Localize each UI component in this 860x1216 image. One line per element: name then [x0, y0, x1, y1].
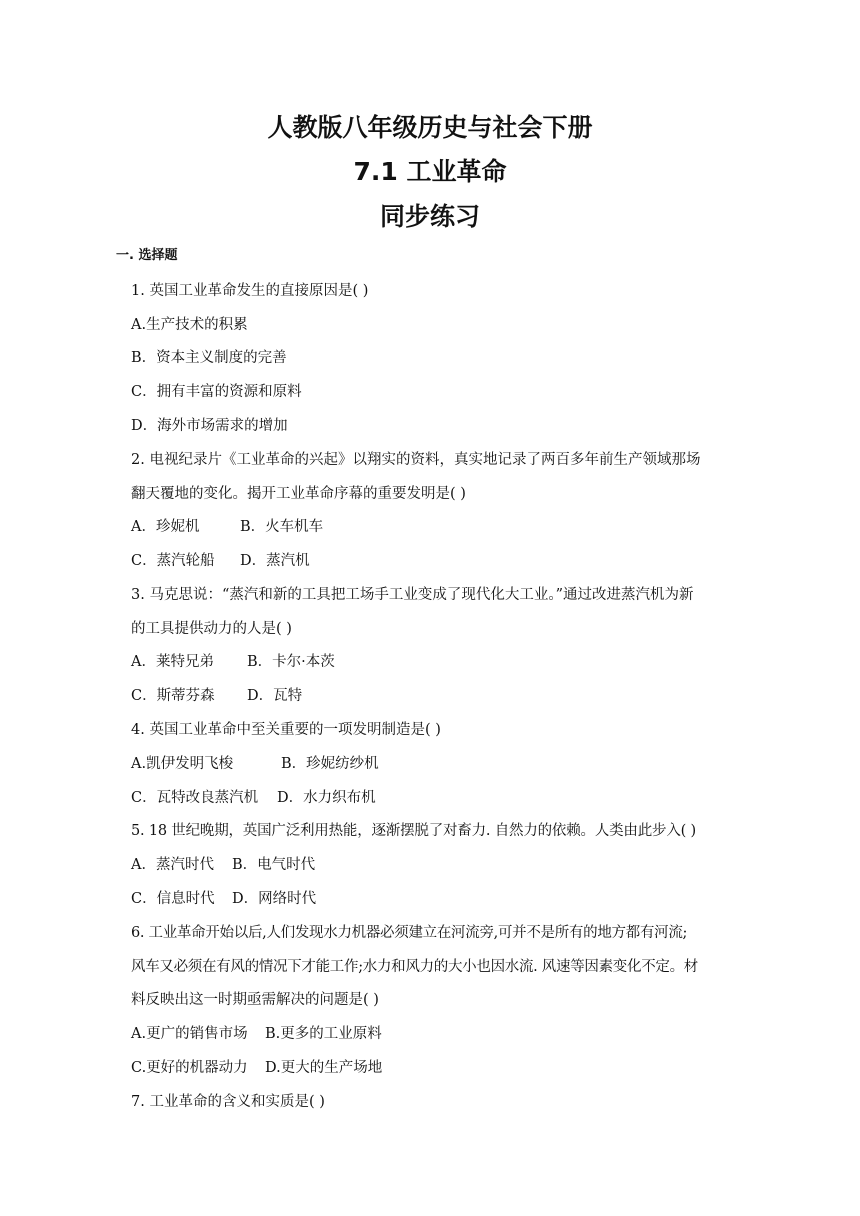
question-3-options-row-2	[131, 686, 302, 706]
question-3-option-a: A．莱特兄弟	[131, 654, 214, 670]
question-1-option-b: B．资本主义制度的完善	[131, 350, 287, 366]
question-4-option-c: C．瓦特改良蒸汽机	[131, 790, 259, 806]
question-6-options-row-2	[131, 1058, 382, 1078]
question-2-options-row-1	[131, 517, 323, 537]
question-6-stem-line-1: 6. 工业革命开始以后,人们发现水力机器必须建立在河流旁,可并不是所有的地方都有河流;	[131, 925, 688, 941]
question-1-option-a: A.生产技术的积累	[131, 317, 248, 333]
question-5-option-a: A．蒸汽时代	[131, 857, 214, 873]
question-1-option-c: C．拥有丰富的资源和原料	[131, 384, 302, 400]
question-6-options-row-1	[131, 1024, 382, 1044]
question-1-option-d: D．海外市场需求的增加	[131, 418, 288, 434]
question-3-options-row-1	[131, 652, 335, 672]
question-2-option-d: D．蒸汽机	[240, 553, 310, 569]
question-5-options-row-2	[131, 889, 316, 909]
question-6-stem-line-3: 料反映出这一时期亟需解决的问题是( )	[131, 992, 379, 1008]
question-2-stem-line-2: 翻天覆地的变化。揭开工业革命序幕的重要发明是( )	[131, 486, 466, 502]
question-3-option-c: C．斯蒂芬森	[131, 688, 215, 704]
question-7-stem: 7. 工业革命的含义和实质是( )	[131, 1094, 325, 1110]
question-5-option-b: B．电气时代	[232, 857, 316, 873]
question-4-options-row-2	[131, 788, 376, 808]
question-2-option-a: A．珍妮机	[131, 519, 200, 535]
question-4-option-b: B．珍妮纺纱机	[281, 756, 379, 772]
question-3-stem-line-2: 的工具提供动力的人是( )	[131, 621, 292, 637]
lesson-title: 7.1 工业革命	[353, 157, 507, 186]
question-2-stem-line-1: 2. 电视纪录片《工业革命的兴起》以翔实的资料，真实地记录了两百多年前生产领域那场	[131, 452, 701, 468]
question-4-option-a: A.凯伊发明飞梭	[131, 756, 234, 772]
question-6-option-a: A.更广的销售市场	[131, 1026, 248, 1042]
question-3-option-d: D．瓦特	[247, 688, 303, 704]
document-title: 人教版八年级历史与社会下册	[267, 113, 593, 142]
question-2-option-c: C．蒸汽轮船	[131, 553, 215, 569]
question-5-option-d: D．网络时代	[232, 891, 317, 907]
question-6-option-c: C.更好的机器动力	[131, 1060, 248, 1076]
question-5-option-c: C．信息时代	[131, 891, 215, 907]
section-heading: 一. 选择题	[116, 248, 178, 263]
question-6-option-b: B.更多的工业原料	[265, 1026, 382, 1042]
question-6-option-d: D.更大的生产场地	[265, 1060, 383, 1076]
question-4-option-d: D．水力织布机	[277, 790, 376, 806]
exercise-title: 同步练习	[379, 202, 480, 231]
question-2-option-b: B．火车机车	[240, 519, 324, 535]
question-6-stem-line-2: 风车又必须在有风的情况下才能工作;水力和风力的大小也因水流. 风速等因素变化不定。材	[131, 959, 699, 975]
question-5-stem: 5. 18 世纪晚期，英国广泛利用热能，逐渐摆脱了对畜力. 自然力的依赖。人类由此步入( )	[131, 823, 696, 839]
question-5-options-row-1	[131, 855, 315, 875]
question-4-stem: 4. 英国工业革命中至关重要的一项发明制造是( )	[131, 722, 441, 738]
question-3-stem-line-1: 3. 马克思说：“蒸汽和新的工具把工场手工业变成了现代化大工业。”通过改进蒸汽机为新	[131, 587, 694, 603]
question-1-stem: 1. 英国工业革命发生的直接原因是( )	[131, 283, 369, 299]
question-2-options-row-2	[131, 551, 310, 571]
question-4-options-row-1	[131, 754, 379, 774]
question-3-option-b: B．卡尔·本茨	[247, 654, 335, 670]
